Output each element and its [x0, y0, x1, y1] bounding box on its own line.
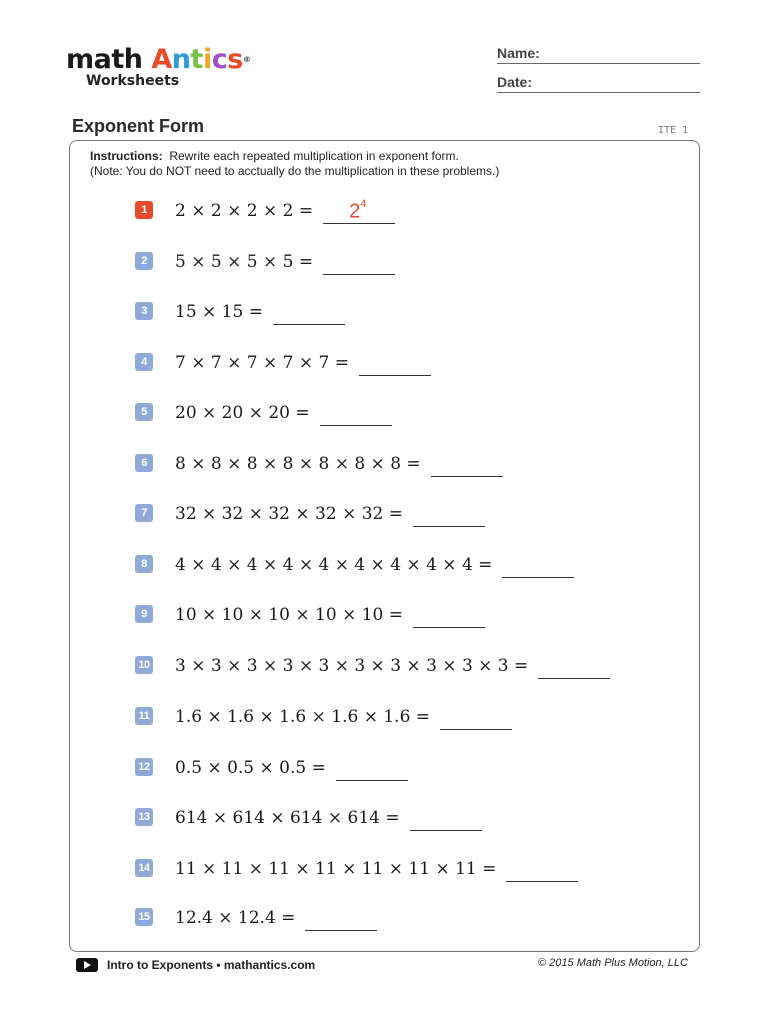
problem-number-badge: 7	[135, 504, 153, 522]
answer-blank[interactable]	[336, 758, 408, 781]
problem-expression: 10 × 10 × 10 × 10 × 10 =	[175, 602, 485, 628]
problem-number-badge: 2	[135, 252, 153, 270]
answer-blank[interactable]	[431, 454, 503, 477]
answer-blank[interactable]	[413, 605, 485, 628]
problem-number-badge: 9	[135, 605, 153, 623]
answer-blank[interactable]	[359, 353, 431, 376]
answer-blank[interactable]	[323, 198, 395, 224]
problem-number-badge: 14	[135, 859, 153, 877]
name-label: Name:	[497, 45, 540, 61]
problem-number-badge: 4	[135, 353, 153, 371]
problem-expression: 0.5 × 0.5 × 0.5 =	[175, 755, 408, 781]
problem-number-badge: 13	[135, 808, 153, 826]
answer-blank[interactable]	[506, 859, 578, 882]
answer-blank[interactable]	[502, 555, 574, 578]
date-label: Date:	[497, 74, 533, 90]
page-title: Exponent Form	[72, 116, 205, 136]
instructions-line1: Rewrite each repeated multiplication in exponent form.	[169, 149, 459, 163]
logo-subtitle: Worksheets	[86, 73, 180, 89]
problem-number-badge: 12	[135, 758, 153, 776]
problem-expression: 12.4 × 12.4 =	[175, 905, 377, 931]
problem-number-badge: 8	[135, 555, 153, 573]
answer-blank[interactable]	[305, 908, 377, 931]
math-antics-logo	[66, 44, 251, 98]
name-field[interactable]	[497, 45, 700, 64]
problem-expression: 20 × 20 × 20 =	[175, 400, 392, 426]
problem-expression: 8 × 8 × 8 × 8 × 8 × 8 × 8 =	[175, 451, 503, 477]
answer-blank[interactable]	[440, 707, 512, 730]
answer-blank[interactable]	[413, 504, 485, 527]
footer-link-text: Intro to Exponents • mathantics.com	[107, 958, 316, 972]
problem-expression: 32 × 32 × 32 × 32 × 32 =	[175, 501, 485, 527]
problem-expression: 2 × 2 × 2 × 2 = $2^4$	[175, 198, 395, 224]
answer-blank[interactable]	[538, 656, 610, 679]
instructions	[90, 149, 499, 179]
instructions-line2: (Note: You do NOT need to acctually do the multiplication in these problems.)	[90, 164, 500, 178]
problem-number-badge: 5	[135, 403, 153, 421]
problem-expression: 3 × 3 × 3 × 3 × 3 × 3 × 3 × 3 × 3 × 3 =	[175, 653, 610, 679]
problem-expression: 15 × 15 =	[175, 299, 345, 325]
problem-number-badge: 1	[135, 201, 153, 219]
problem-number-badge: 3	[135, 302, 153, 320]
footer-video-link[interactable]	[76, 958, 315, 972]
play-icon	[76, 958, 98, 972]
answer-blank[interactable]	[323, 252, 395, 275]
problem-number-badge: 15	[135, 908, 153, 926]
answer-blank[interactable]	[320, 403, 392, 426]
instructions-label: Instructions:	[90, 149, 163, 163]
problem-expression: 5 × 5 × 5 × 5 =	[175, 249, 395, 275]
answer-blank[interactable]	[273, 302, 345, 325]
worksheet-code: ITE 1	[658, 125, 689, 136]
problem-number-badge: 10	[135, 656, 153, 674]
logo-wordmark: math Antics®	[66, 44, 251, 75]
problem-expression: 7 × 7 × 7 × 7 × 7 =	[175, 350, 431, 376]
copyright: © 2015 Math Plus Motion, LLC	[538, 957, 688, 969]
problem-expression: 614 × 614 × 614 × 614 =	[175, 805, 482, 831]
problem-number-badge: 11	[135, 707, 153, 725]
example-answer: $2^4$	[349, 198, 367, 223]
problem-number-badge: 6	[135, 454, 153, 472]
date-field[interactable]	[497, 74, 700, 93]
problem-expression: 4 × 4 × 4 × 4 × 4 × 4 × 4 × 4 × 4 =	[175, 552, 574, 578]
problem-expression: 11 × 11 × 11 × 11 × 11 × 11 × 11 =	[175, 856, 578, 882]
problem-expression: 1.6 × 1.6 × 1.6 × 1.6 × 1.6 =	[175, 704, 512, 730]
answer-blank[interactable]	[410, 808, 482, 831]
